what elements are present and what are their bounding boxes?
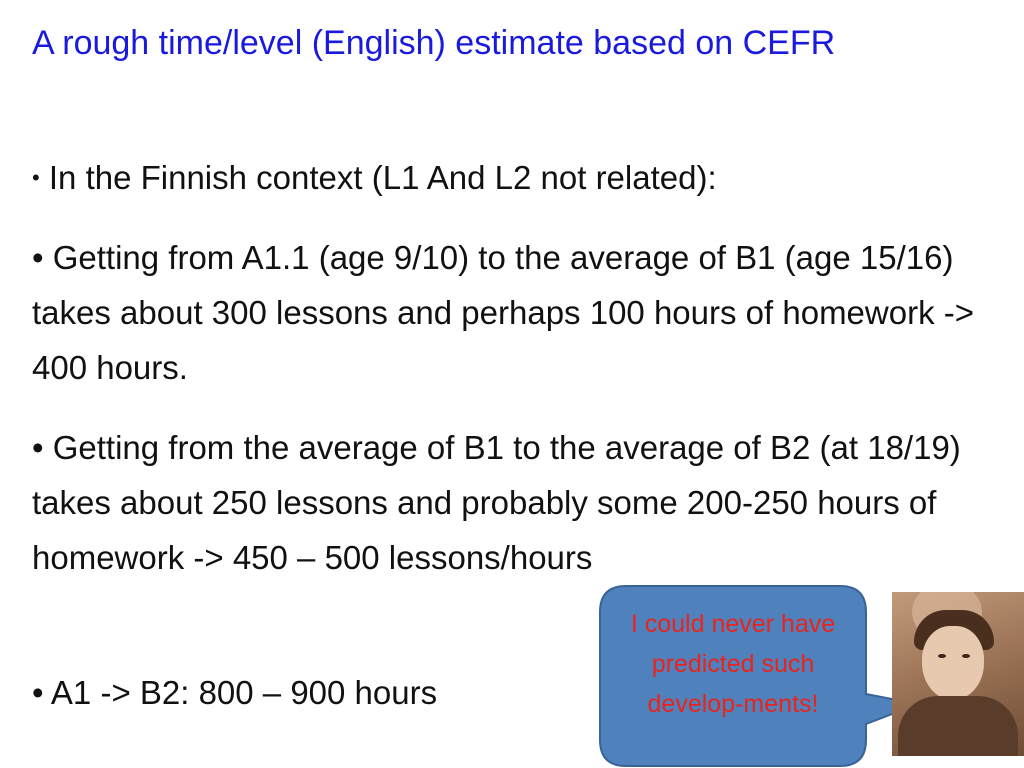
photo-eye <box>962 654 970 658</box>
bullet-text: In the Finnish context (L1 And L2 not related): <box>48 159 717 196</box>
vintage-child-photo <box>892 592 1024 756</box>
photo-eye <box>938 654 946 658</box>
bullet-marker: • <box>32 674 44 711</box>
bullet-item <box>32 420 992 585</box>
bullet-text: A1 -> B2: 800 – 900 hours <box>50 674 438 711</box>
bullet-item <box>32 150 992 205</box>
bullet-marker: • <box>32 165 40 190</box>
bullet-text: Getting from A1.1 (age 9/10) to the average of B1 (age 15/16) takes about 300 lessons and perhaps 100 hours of homework -> 400 hours. <box>32 239 975 386</box>
photo-face <box>922 626 984 700</box>
bullet-item <box>32 230 992 395</box>
slide-title: A rough time/level (English) estimate based on CEFR <box>32 24 836 62</box>
bullet-marker: • <box>32 429 44 466</box>
bullet-text: Getting from the average of B1 to the average of B2 (at 18/19) takes about 250 lessons and probably some 200-250 hours of homework -> 450 – 500 lessons/hours <box>32 429 961 576</box>
callout-text: I could never have predicted such develop-ments! <box>630 610 836 718</box>
photo-coat <box>898 696 1018 756</box>
speech-bubble-callout <box>600 586 866 766</box>
bullet-marker: • <box>32 239 44 276</box>
